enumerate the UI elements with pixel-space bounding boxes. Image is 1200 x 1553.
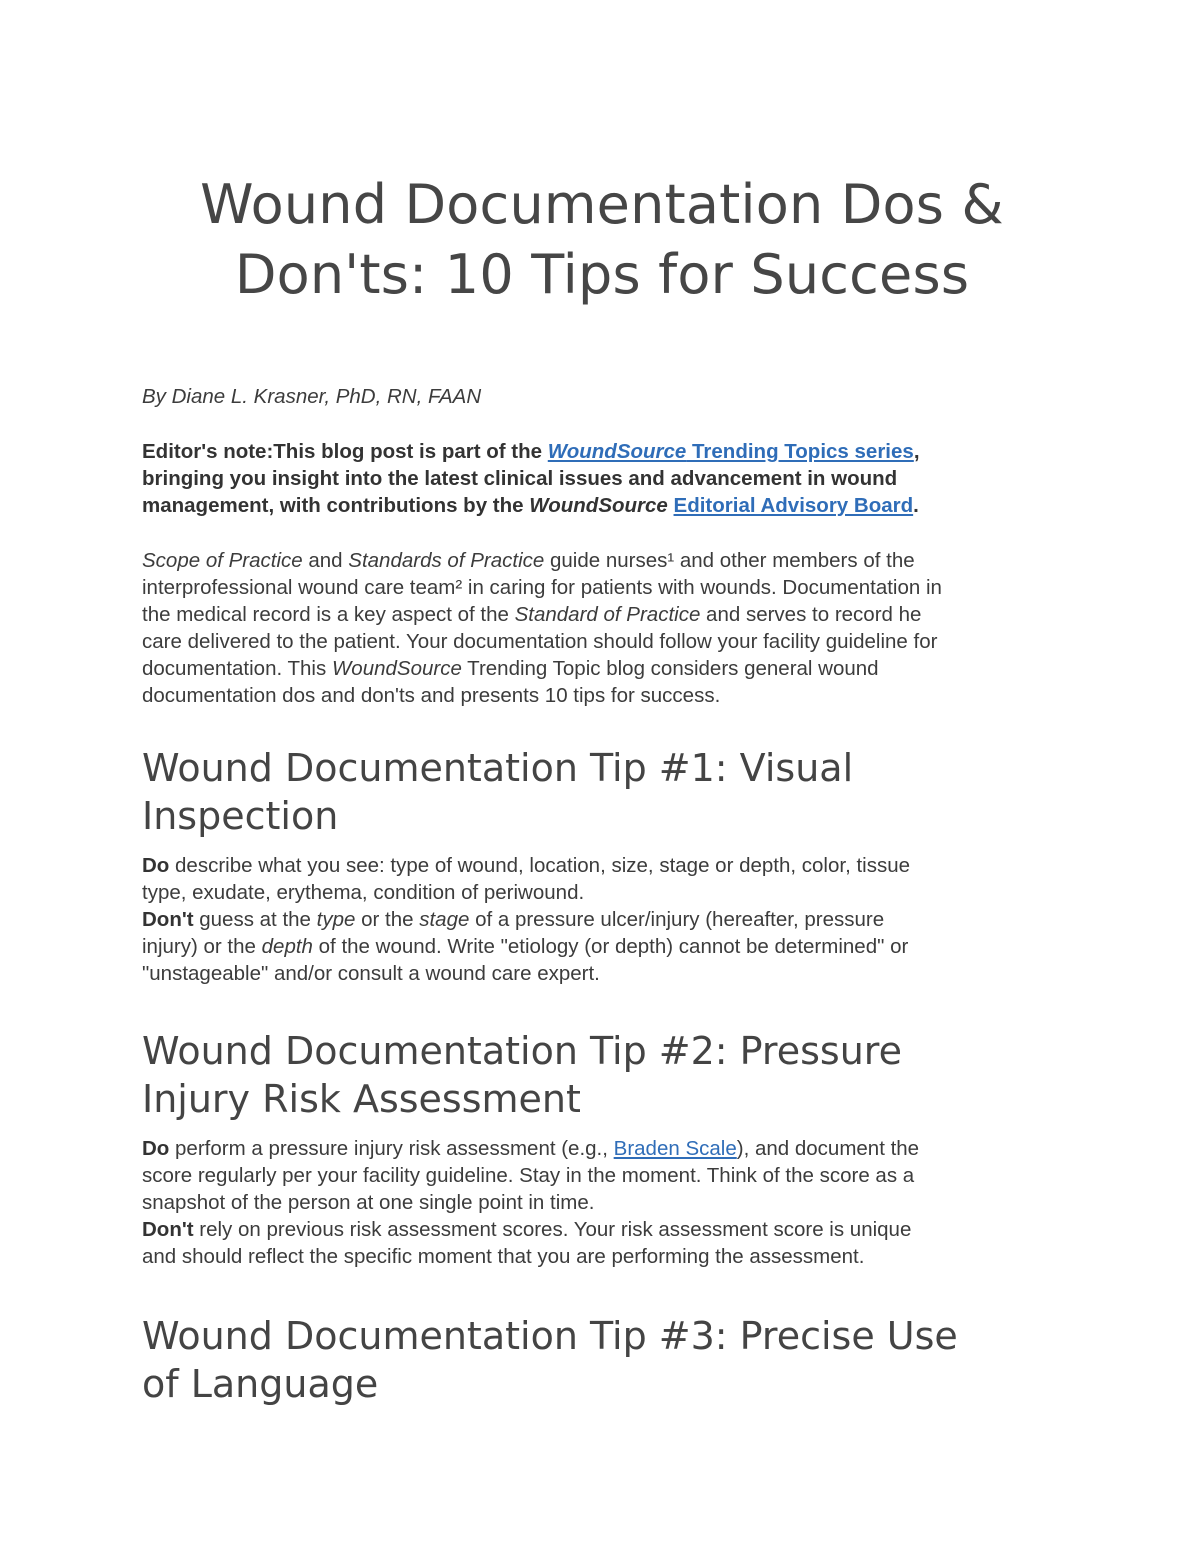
tip-text: or the: [355, 908, 420, 931]
editor-note-line-3: [142, 492, 1067, 519]
tip-2-do-line-1: [142, 1135, 1067, 1162]
trending-topics-link[interactable]: [548, 440, 914, 463]
editor-note-line-1: [142, 438, 1067, 465]
editor-note-line3-prefix: management, with contributions by the: [142, 494, 530, 517]
tip-text: injury) or the: [142, 935, 262, 958]
editor-note-prefix: Editor's note:This blog post is part of the: [142, 440, 548, 463]
tip-2-heading-line-1: Wound Documentation Tip #2: Pressure: [142, 1029, 902, 1073]
tip-1-heading-line-1: Wound Documentation Tip #1: Visual: [142, 746, 854, 790]
intro-text: documentation. This: [142, 657, 332, 680]
intro-line-3: [142, 601, 1067, 628]
tip-2-dont-line-2: and should reflect the specific moment that you are performing the assessment.: [142, 1245, 865, 1268]
tip-text: ), and document the: [736, 1137, 920, 1160]
tip-italic: type: [316, 908, 356, 931]
title-line-1: Wound Documentation Dos &: [200, 173, 1004, 236]
intro-line-4: care delivered to the patient. Your documentation should follow your facility guideline for: [142, 630, 938, 653]
tip-1-body: [142, 852, 1067, 987]
tip-2-heading: [142, 1027, 1067, 1123]
trending-topics-link-rest: Trending Topics series: [686, 440, 914, 463]
tip-1-do-line-2: type, exudate, erythema, condition of periwound.: [142, 881, 585, 904]
tip-text: rely on previous risk assessment scores. Your risk assessment score is unique: [193, 1218, 912, 1241]
intro-scope-of-practice: Scope of Practice: [142, 549, 303, 572]
tip-3-heading-line-1: Wound Documentation Tip #3: Precise Use: [142, 1314, 958, 1358]
intro-line-5: [142, 655, 1067, 682]
dont-label: Don't: [142, 1218, 194, 1241]
tip-text: of the wound. Write "etiology (or depth) cannot be determined" or: [312, 935, 909, 958]
editor-note-suffix: .: [913, 494, 919, 517]
editor-note: [142, 438, 1067, 519]
braden-scale-link[interactable]: Braden Scale: [613, 1137, 737, 1160]
tip-1-dont-line-1: [142, 906, 1067, 933]
intro-line-6: documentation dos and don'ts and presents 10 tips for success.: [142, 684, 721, 707]
tip-2-heading-line-2: Injury Risk Assessment: [142, 1077, 581, 1121]
intro-line-2: interprofessional wound care team² in caring for patients with wounds. Documentation in: [142, 576, 942, 599]
tip-text: perform a pressure injury risk assessment (e.g.,: [169, 1137, 614, 1160]
page-title: [122, 170, 1082, 310]
intro-text: Trending Topic blog considers general wound: [461, 657, 879, 680]
tip-2-do-line-2: score regularly per your facility guideline. Stay in the moment. Think of the score as a: [142, 1164, 915, 1187]
tip-2-body: [142, 1135, 1067, 1270]
intro-paragraph: [142, 547, 1067, 709]
tip-1-do-line-1: [142, 852, 1067, 879]
tip-3-heading: [142, 1312, 1067, 1408]
tip-1-dont-line-3: "unstageable" and/or consult a wound care expert.: [142, 962, 600, 985]
intro-line-1: [142, 547, 1067, 574]
tip-1-dont-line-2: [142, 933, 1067, 960]
intro-text: guide nurses¹ and other members of the: [544, 549, 915, 572]
tip-italic: stage: [419, 908, 470, 931]
document-page: [142, 170, 1067, 1408]
trending-topics-link-italic: WoundSource: [547, 440, 687, 463]
tip-text: describe what you see: type of wound, location, size, stage or depth, color, tissue: [169, 854, 911, 877]
byline: By Diane L. Krasner, PhD, RN, FAAN: [142, 385, 482, 408]
editorial-advisory-board-link[interactable]: Editorial Advisory Board: [673, 494, 914, 517]
tip-italic: depth: [261, 935, 313, 958]
intro-standard-of-practice: Standard of Practice: [514, 603, 701, 626]
intro-text: the medical record is a key aspect of the: [142, 603, 515, 626]
intro-standards-of-practice: Standards of Practice: [348, 549, 545, 572]
editor-note-woundsource: WoundSource: [529, 494, 668, 517]
intro-text: and: [302, 549, 349, 572]
do-label: Do: [142, 854, 170, 877]
do-label: Do: [142, 1137, 170, 1160]
editor-note-line-2: bringing you insight into the latest clinical issues and advancement in wound: [142, 467, 898, 490]
tip-3-heading-line-2: of Language: [142, 1362, 379, 1406]
tip-text: guess at the: [193, 908, 317, 931]
intro-text: and serves to record he: [700, 603, 922, 626]
tip-1-heading-line-2: Inspection: [142, 794, 339, 838]
tip-2-dont-line-1: [142, 1216, 1067, 1243]
tip-text: of a pressure ulcer/injury (hereafter, pressure: [469, 908, 885, 931]
title-line-2: Don'ts: 10 Tips for Success: [234, 243, 970, 306]
editor-note-comma: ,: [913, 440, 920, 463]
tip-2-do-line-3: snapshot of the person at one single point in time.: [142, 1191, 595, 1214]
intro-woundsource: WoundSource: [331, 657, 462, 680]
tip-1-heading: [142, 744, 1067, 840]
dont-label: Don't: [142, 908, 194, 931]
